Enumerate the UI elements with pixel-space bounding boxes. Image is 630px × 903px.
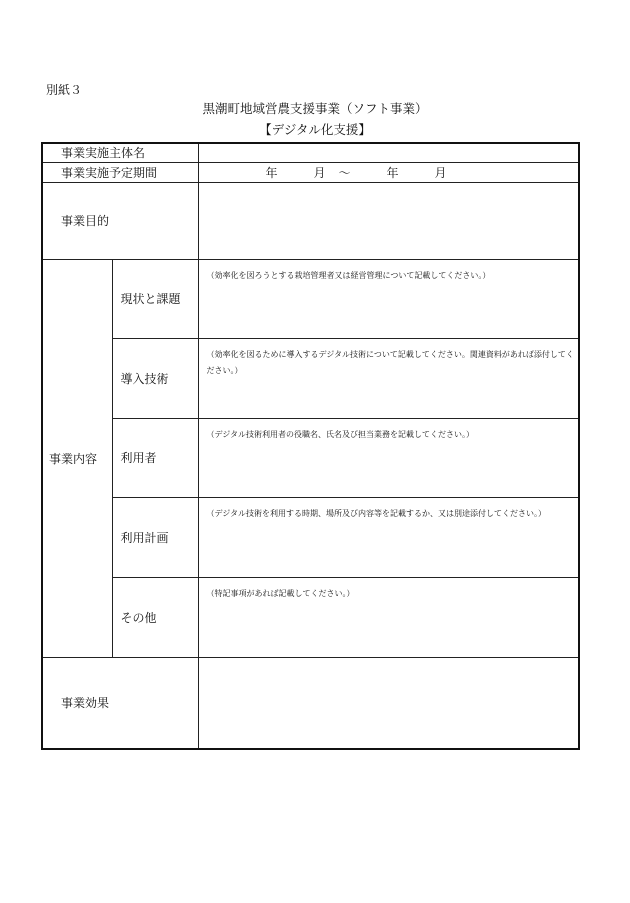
- content-item-row: [42, 497, 579, 577]
- content-item-row: [42, 577, 579, 657]
- period-month-1: 月: [313, 165, 326, 180]
- purpose-row: [42, 182, 579, 259]
- content-item-label: その他: [112, 577, 198, 657]
- form-subtitle: 【デジタル化支援】: [259, 122, 371, 137]
- period-label: 事業実施予定期間: [42, 162, 198, 182]
- content-item-row: [42, 338, 579, 418]
- annex-label: 別紙３: [46, 83, 83, 97]
- form-title: 黒潮町地域営農支援事業（ソフト事業）: [202, 101, 428, 116]
- entity-row: [42, 143, 579, 162]
- period-year-1: 年: [265, 165, 278, 180]
- period-tilde: ～: [338, 165, 351, 180]
- period-row: [42, 162, 579, 182]
- period-year-2: 年: [386, 165, 399, 180]
- effect-label: 事業効果: [42, 657, 198, 749]
- content-item-row: [42, 418, 579, 497]
- effect-row: [42, 657, 579, 749]
- content-item-note[interactable]: （特記事項があれば記載してください。）: [198, 577, 579, 657]
- content-item-note[interactable]: （デジタル技術利用者の役職名、氏名及び担当業務を記載してください。）: [198, 418, 579, 497]
- content-item-note[interactable]: （デジタル技術を利用する時期、場所及び内容等を記載するか、又は別途添付してください。）: [198, 497, 579, 577]
- content-label: 事業内容: [42, 259, 112, 657]
- effect-input-cell[interactable]: [198, 657, 579, 749]
- content-item-label: 現状と課題: [112, 259, 198, 338]
- entity-label: 事業実施主体名: [42, 143, 198, 162]
- purpose-label: 事業目的: [42, 182, 198, 259]
- application-form-table: [41, 142, 580, 750]
- content-item-row: [42, 259, 579, 338]
- purpose-input-cell[interactable]: [198, 182, 579, 259]
- period-month-2: 月: [434, 165, 447, 180]
- content-item-label: 利用計画: [112, 497, 198, 577]
- content-item-label: 利用者: [112, 418, 198, 497]
- entity-input-cell[interactable]: [198, 143, 579, 162]
- content-item-note[interactable]: （効率化を図ろうとする栽培管理者又は経営管理について記載してください。）: [198, 259, 579, 338]
- content-item-label: 導入技術: [112, 338, 198, 418]
- period-input-cell[interactable]: [198, 162, 579, 182]
- content-item-note[interactable]: （効率化を図るために導入するデジタル技術について記載してください。関連資料があれば添付してください。）: [198, 338, 579, 418]
